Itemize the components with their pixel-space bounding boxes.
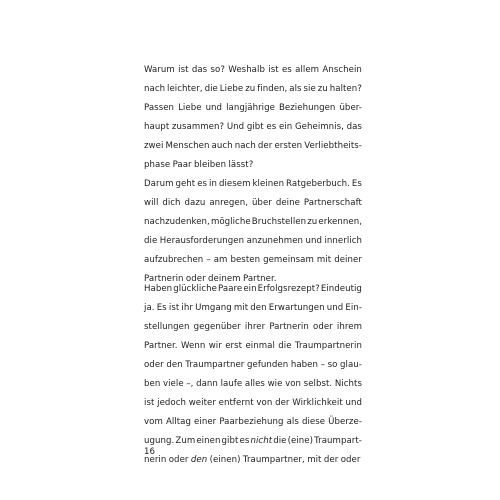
paragraph-3 xyxy=(144,280,362,470)
text-line: zwei Menschen auch nach der ersten Verliebtheits- xyxy=(144,141,362,151)
text-line: will dich dazu anregen, über deine Partnerschaft xyxy=(144,198,362,208)
text-line: ja. Es ist ihr Umgang mit den Erwartungen und Ein- xyxy=(144,303,362,313)
text-line: Warum ist das so? Weshalb ist es allem Anschein xyxy=(144,65,362,75)
text-line: nerin oder den (einen) Traumpartner, mit der oder xyxy=(144,455,361,465)
text-line: die Herausforderungen anzunehmen und innerlich xyxy=(144,236,362,246)
paragraph-2 xyxy=(144,175,362,289)
text-line: haupt zusammen? Und gibt es ein Geheimnis, das xyxy=(144,122,362,132)
text-line: Partner. Wenn wir erst einmal die Traumpartnerin xyxy=(144,341,362,351)
text-line: nach leichter, die Liebe zu finden, als sie zu halten? xyxy=(144,84,362,94)
text-line: Passen Liebe und langjährige Beziehungen über- xyxy=(144,103,362,113)
text-line: aufzubrechen – am besten gemeinsam mit deiner xyxy=(144,255,362,265)
text-line: Partnerin oder deinem Partner. xyxy=(144,274,277,284)
paragraph-1 xyxy=(144,61,362,175)
text-line: ben viele –, dann laufe alles wie von selbst. Nichts xyxy=(144,379,362,389)
text-line: Darum geht es in diesem kleinen Ratgeberbuch. Es xyxy=(144,179,362,189)
page-number: 16 xyxy=(144,447,155,457)
text-line: oder den Traumpartner gefunden haben – so glau- xyxy=(144,360,362,370)
text-line: vom Alltag einer Paarbeziehung als diese Überze- xyxy=(144,417,362,427)
text-line: Haben glückliche Paare ein Erfolgsrezept? Eindeutig xyxy=(144,284,362,294)
text-line: stellungen gegenüber ihrer Partnerin oder ihrem xyxy=(144,322,362,332)
text-line: ugung. Zum einen gibt es nicht die (eine) Traumpart- xyxy=(144,436,362,446)
text-line: phase Paar bleiben lässt? xyxy=(144,160,254,170)
text-line: ist jedoch weiter entfernt von der Wirklichkeit und xyxy=(144,398,362,408)
text-line: nachzudenken, mögliche Bruchstellen zu erkennen, xyxy=(144,217,362,227)
